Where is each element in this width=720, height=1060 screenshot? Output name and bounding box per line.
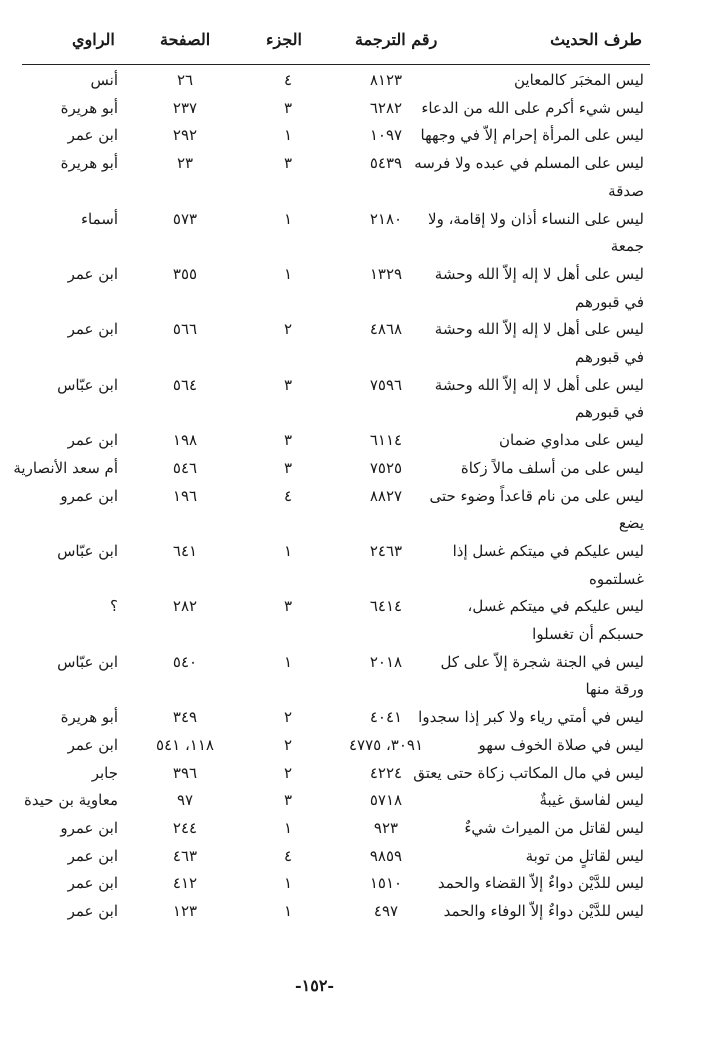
hadith-text: ليس لقاتلٍ من توبة: [525, 846, 644, 865]
juz-number: ١: [283, 541, 293, 560]
tarjama-number: ٦٢٨٢: [369, 98, 403, 117]
narrator-name: ابن عمر: [67, 431, 118, 450]
hadith-text: ليس في أمتي رياء ولا كبر إذا سجدوا: [418, 708, 644, 727]
narrator-name: ابن عمر: [67, 902, 118, 920]
tarjama-number: ٢٠١٨: [369, 652, 403, 671]
hadith-text: ليس لفاسق غيبةٌ: [539, 791, 644, 810]
hadith-text: ليس على أهل لا إله إلاّ الله وحشة: [434, 264, 644, 283]
hadith-text: ليس في صلاة الخوف سهو: [478, 735, 644, 754]
narrator-name: ابن عمر: [67, 264, 118, 283]
header-tarjama: رقم الترجمة: [355, 30, 438, 49]
page-number-cell: ٤١٢: [172, 874, 198, 893]
tarjama-number: ١٠٩٧: [369, 126, 403, 145]
page-number-cell: ١٩٨: [172, 431, 198, 450]
juz-number: ٣: [283, 458, 293, 477]
page-number-cell: ٢٨٢: [172, 597, 198, 616]
page-number-cell: ٣٤٩: [172, 708, 198, 727]
page-number-cell: ١٢٣: [172, 902, 198, 920]
tarjama-number: ٥٧١٨: [369, 791, 403, 810]
tarjama-number: ٦٤١٤: [369, 597, 403, 616]
juz-number: ١: [283, 874, 293, 893]
tarjama-number: ٧٥٢٥: [369, 458, 403, 477]
tarjama-number: ١٥١٠: [369, 874, 403, 893]
tarjama-number: ٨١٢٣: [369, 71, 403, 89]
page-number-cell: ٥٤٠: [172, 652, 198, 671]
tarjama-number: ٨٨٢٧: [369, 486, 403, 505]
tarjama-number: ٤٨٦٨: [369, 320, 403, 339]
tarjama-number: ٢١٨٠: [369, 209, 403, 228]
juz-number: ١: [283, 209, 293, 228]
narrator-name: معاوية بن حيدة: [24, 791, 118, 810]
narrator-name: أسماء: [80, 209, 118, 228]
juz-number: ٤: [283, 71, 293, 89]
hadith-text: في قبورهم: [574, 348, 644, 366]
tarjama-number: ٤٩٧: [373, 902, 399, 920]
page-number-cell: ٤٦٣: [172, 846, 198, 865]
hadith-text: ليس لقاتل من الميراث شيءٌ: [464, 818, 644, 837]
tarjama-number: ٤٠٤١: [369, 708, 403, 727]
juz-number: ٣: [283, 98, 293, 117]
hadith-text: ليس على النساء أذان ولا إقامة، ولا: [428, 209, 644, 228]
hadith-text: حسبكم أن تغسلوا: [532, 625, 644, 643]
page-number-cell: ٢٣٧: [172, 98, 198, 117]
tarjama-number: ٧٥٩٦: [369, 375, 403, 394]
hadith-text: ليس على المسلم في عبده ولا فرسه: [414, 154, 644, 173]
page-number-cell: ٢٩٢: [172, 126, 198, 145]
hadith-text: ليس شيء أكرم على الله من الدعاء: [421, 98, 644, 117]
narrator-name: ابن عمر: [67, 320, 118, 339]
narrator-name: ابن عمر: [67, 846, 118, 865]
narrator-name: أنس: [90, 71, 118, 89]
hadith-text: ليس على أهل لا إله إلاّ الله وحشة: [434, 375, 644, 394]
hadith-text: غسلتموه: [589, 569, 644, 588]
juz-number: ٤: [283, 486, 293, 505]
hadith-text: ليس على من أسلف مالاً زكاة: [460, 458, 644, 477]
page-number-cell: ٣٥٥: [172, 264, 198, 283]
page-number-cell: ٣٩٦: [172, 763, 198, 782]
hadith-text: ليس للدَّيْن دواءٌ إلاّ الوفاء والحمد: [443, 902, 644, 920]
narrator-name: ابن عمر: [67, 874, 118, 893]
page-number-cell: ١١٨، ٥٤١: [156, 735, 214, 754]
narrator-name: ابن عبّاس: [57, 375, 118, 394]
tarjama-number: ٦١١٤: [369, 431, 403, 450]
header-divider: [22, 64, 650, 65]
narrator-name: ؟: [110, 597, 118, 616]
narrator-name: ابن عمر: [67, 126, 118, 145]
juz-number: ٣: [283, 375, 293, 394]
page-number-cell: ٢٦: [176, 71, 194, 89]
juz-number: ٤: [283, 846, 293, 865]
page-number: -١٥٢-: [295, 976, 335, 995]
hadith-text: ليس في مال المكاتب زكاة حتى يعتق: [413, 763, 644, 782]
hadith-text: ليس على المرأة إحرام إلاّ في وجهها: [420, 126, 644, 145]
page-number-cell: ٥٤٦: [172, 458, 198, 477]
narrator-name: أبو هريرة: [60, 154, 118, 173]
header-narrator: الراوي: [72, 30, 115, 49]
narrator-name: ابن عبّاس: [57, 541, 118, 560]
tarjama-number: ٩٨٥٩: [369, 846, 403, 865]
hadith-text: ليس للدَّيْن دواءٌ إلاّ القضاء والحمد: [437, 874, 644, 893]
tarjama-number: ١٣٢٩: [369, 264, 403, 283]
tarjama-number: ٥٤٣٩: [369, 154, 403, 173]
hadith-text: ورقة منها: [585, 680, 644, 699]
page-number-cell: ٢٣: [176, 154, 194, 173]
hadith-text: جمعة: [610, 237, 644, 256]
tarjama-number: ٩٢٣: [373, 818, 399, 837]
juz-number: ٣: [283, 791, 293, 810]
narrator-name: ابن عمر: [67, 735, 118, 754]
tarjama-number: ٢٤٦٣: [369, 541, 403, 560]
page-number-cell: ٢٤٤: [172, 818, 198, 837]
hadith-text: ليس على أهل لا إله إلاّ الله وحشة: [434, 320, 644, 339]
narrator-name: ابن عمرو: [60, 486, 118, 505]
hadith-text: ليس المخبَر كالمعاين: [513, 71, 644, 89]
juz-number: ١: [283, 126, 293, 145]
hadith-text: ليس في الجنة شجرة إلاّ على كل: [440, 652, 644, 671]
hadith-text: ليس على من نام قاعداً وضوء حتى: [429, 486, 644, 505]
narrator-name: ابن عبّاس: [57, 652, 118, 671]
page-number-cell: ١٩٦: [172, 486, 198, 505]
tarjama-number: ٤٢٢٤: [369, 763, 403, 782]
hadith-text: في قبورهم: [574, 292, 644, 311]
header-page: الصفحة: [160, 30, 211, 49]
narrator-name: ابن عمرو: [60, 818, 118, 837]
hadith-text: ليس على مداوي ضمان: [499, 431, 644, 450]
narrator-name: جابر: [91, 763, 118, 782]
juz-number: ٢: [283, 735, 293, 754]
hadith-text: ليس عليكم في ميتكم غسل،: [467, 597, 644, 616]
narrator-name: أبو هريرة: [60, 708, 118, 727]
page-number-cell: ٥٦٤: [172, 375, 198, 394]
page-number-cell: ٥٧٣: [172, 209, 198, 228]
juz-number: ٣: [283, 431, 293, 450]
narrator-name: أبو هريرة: [60, 98, 118, 117]
page-number-cell: ٩٧: [176, 791, 194, 810]
juz-number: ١: [283, 818, 293, 837]
juz-number: ٢: [283, 708, 293, 727]
tarjama-number: ٣٠٩١، ٤٧٧٥: [348, 735, 424, 754]
hadith-text: يضع: [618, 514, 644, 533]
hadith-text: في قبورهم: [574, 403, 644, 422]
hadith-text: ليس عليكم في ميتكم غسل إذا: [452, 541, 644, 560]
juz-number: ٣: [283, 154, 293, 173]
header-juz: الجزء: [266, 30, 302, 49]
hadith-text: صدقة: [608, 181, 644, 200]
page-number-cell: ٦٤١: [172, 541, 198, 560]
juz-number: ٢: [283, 763, 293, 782]
juz-number: ٣: [283, 597, 293, 616]
juz-number: ١: [283, 652, 293, 671]
header-hadith: طرف الحديث: [550, 30, 642, 49]
narrator-name: أم سعد الأنصارية: [13, 458, 118, 477]
juz-number: ١: [283, 264, 293, 283]
page-number-cell: ٥٦٦: [172, 320, 198, 339]
juz-number: ١: [283, 902, 293, 920]
juz-number: ٢: [283, 320, 293, 339]
